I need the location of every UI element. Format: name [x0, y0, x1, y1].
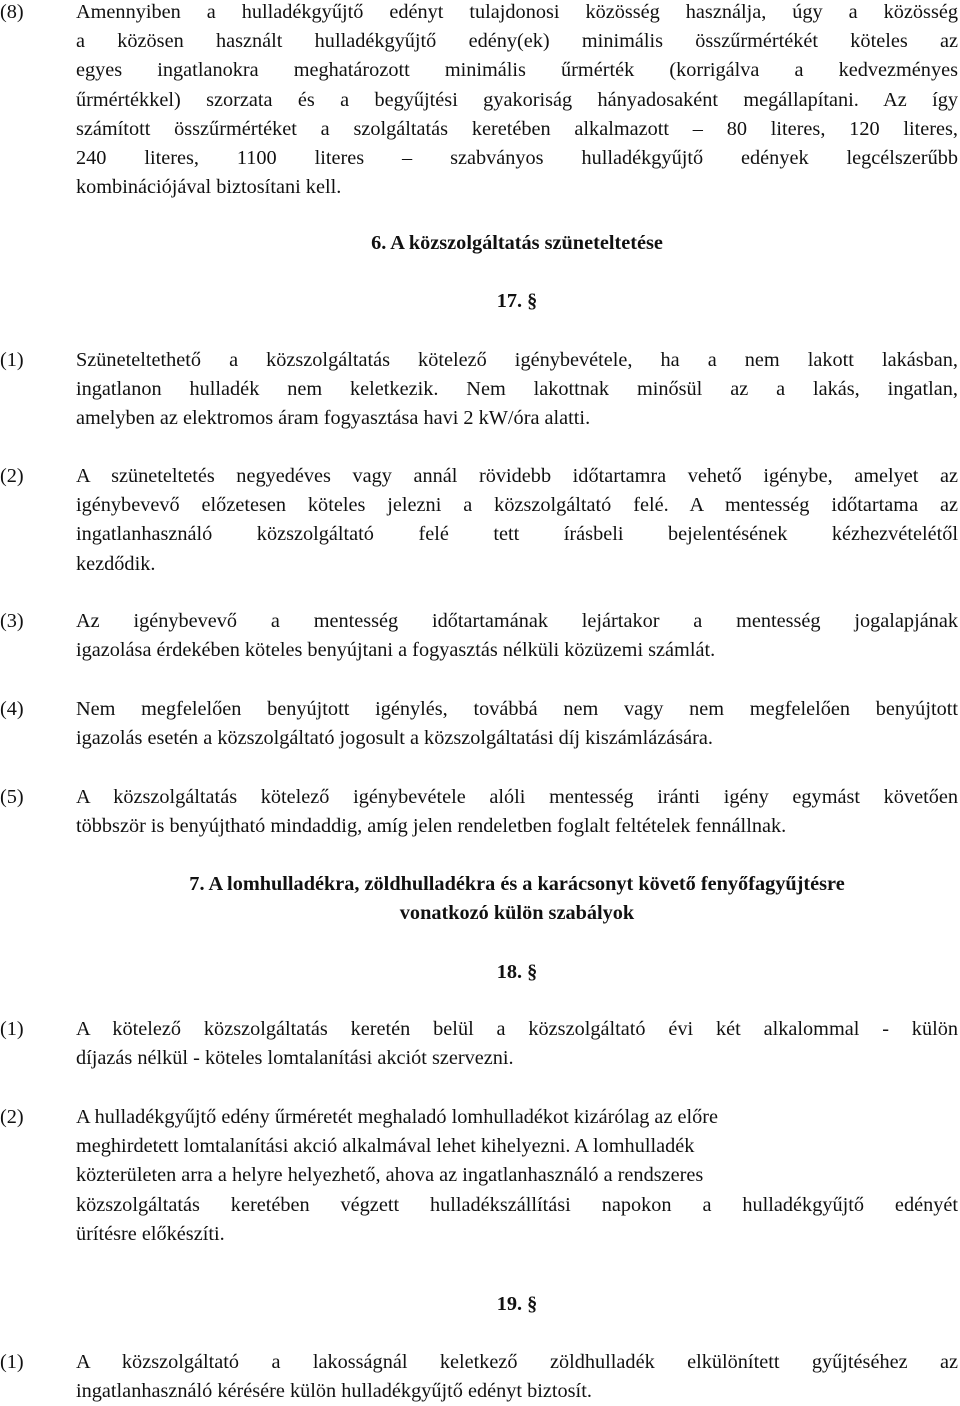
text-line: ürítésre előkészíti. [76, 1222, 225, 1245]
text-line: meghirdetett lomtalanítási akció alkalmával lehet kihelyezni. A lomhulladék [76, 1135, 695, 1158]
text-line: A hulladékgyűjtő edény űrméretét meghaladó lomhulladékot kizárólag az előre [76, 1106, 719, 1128]
section-number: 19. [496, 1293, 523, 1315]
text-line: egyes ingatlanokra meghatározott minimális űrmérték (korrigálva a kedvezményes [76, 59, 958, 82]
text-line: Nem megfelelően benyújtott igénylés, továbbá nem vagy nem megfelelően benyújtott [76, 698, 958, 720]
text-line: kezdődik. [76, 552, 156, 575]
paragraph-sign: § [527, 961, 538, 983]
heading-line: vonatkozó külön szabályok [399, 902, 635, 925]
text-line: kombinációjával biztosítani kell. [76, 176, 342, 199]
section-heading-7 [76, 870, 958, 928]
text-line: ingatlanhasználó kérésére külön hulladékgyűjtő edényt biztosít. [76, 1380, 592, 1403]
paragraph-number: (5) [0, 786, 24, 808]
text-line: ingatlanhasználó közszolgáltató felé tett írásbeli bejelentésének kézhezvételétől [76, 523, 958, 546]
paragraph-number: (2) [0, 465, 24, 487]
text-line: A kötelező közszolgáltatás keretén belül a közszolgáltató évi két alkalommal - külön [76, 1018, 958, 1040]
paragraph-text [76, 346, 958, 434]
paragraph-sign: § [527, 1293, 538, 1315]
paragraph-text [76, 1348, 958, 1406]
paragraph-sign: § [527, 290, 538, 312]
text-line: számított összűrmértéket a szolgáltatás keretében alkalmazott – 80 literes, 120 literes, [76, 117, 958, 140]
paragraph-17-4 [0, 695, 958, 753]
text-line: Szüneteltethető a közszolgáltatás kötelező igénybevétele, ha a nem lakott lakásban, [76, 349, 958, 371]
section-number-17 [76, 287, 958, 316]
paragraph-number: (2) [0, 1106, 24, 1128]
paragraph-17-5 [0, 783, 958, 841]
paragraph-8 [0, 0, 958, 202]
section-number: 18. [496, 961, 523, 983]
text-line: többször is benyújtható mindaddig, amíg jelen rendeletben foglalt feltételek fennállnak. [76, 815, 787, 838]
paragraph-number: (8) [0, 1, 24, 23]
paragraph-text [76, 783, 958, 841]
section-heading-6: 6. A közszolgáltatás szüneteltetése [371, 232, 663, 254]
paragraph-text [76, 695, 958, 753]
text-line: Amennyiben a hulladékgyűjtő edényt tulajdonosi közösség használja, úgy a közösség [76, 1, 958, 23]
text-line: amelyben az elektromos áram fogyasztása havi 2 kW/óra alatti. [76, 407, 591, 430]
text-line: közszolgáltatás keretében végzett hulladékszállítási napokon a hulladékgyűjtő edényét [76, 1193, 958, 1216]
paragraph-17-1 [0, 346, 958, 434]
section-number-19 [76, 1290, 958, 1319]
paragraph-number: (3) [0, 610, 24, 632]
text-line: igazolása érdekében köteles benyújtani a fogyasztás nélküli közüzemi számlát. [76, 639, 716, 662]
paragraph-18-2 [0, 1103, 958, 1249]
paragraph-text [76, 1015, 958, 1073]
paragraph-text [76, 462, 958, 579]
paragraph-text [76, 607, 958, 665]
text-line: ingatlanon hulladék nem keletkezik. Nem lakottnak minősül az a lakás, ingatlan, [76, 378, 958, 401]
paragraph-number: (1) [0, 349, 24, 371]
text-line: igazolás esetén a közszolgáltató jogosult a közszolgáltatási díj kiszámlázására. [76, 727, 713, 750]
paragraph-17-2 [0, 462, 958, 579]
text-line: a közösen használt hulladékgyűjtő edény(ek) minimális összűrmértékét köteles az [76, 30, 958, 53]
heading-line: 7. A lomhulladékra, zöldhulladékra és a karácsonyt követő fenyőfagyűjtésre [189, 873, 845, 895]
text-line: díjazás nélkül - köteles lomtalanítási akciót szervezni. [76, 1047, 514, 1070]
text-line: igénybevevő előzetesen köteles jelezni a közszolgáltató felé. A mentesség időtartama az [76, 494, 958, 517]
paragraph-18-1 [0, 1015, 958, 1073]
paragraph-text [76, 0, 958, 202]
text-line: A szüneteltetés negyedéves vagy annál rövidebb időtartamra vehető igénybe, amelyet az [76, 465, 958, 487]
text-line: A közszolgáltatás kötelező igénybevétele alóli mentesség iránti igény egymást követően [76, 786, 958, 808]
text-line: űrmértékkel) szorzata és a begyűjtési gyakoriság hányadosaként megállapítani. Az így [76, 88, 958, 111]
paragraph-number: (1) [0, 1018, 24, 1040]
text-line: közterületen arra a helyre helyezhető, ahova az ingatlanhasználó a rendszeres [76, 1164, 704, 1187]
text-line: A közszolgáltató a lakosságnál keletkező zöldhulladék elkülönített gyűjtéséhez az [76, 1351, 958, 1373]
paragraph-text [76, 1103, 958, 1249]
paragraph-number: (4) [0, 698, 24, 720]
paragraph-19-1 [0, 1348, 958, 1406]
paragraph-number: (1) [0, 1351, 24, 1373]
section-number-18 [76, 958, 958, 987]
paragraph-17-3 [0, 607, 958, 665]
text-line: 240 literes, 1100 literes – szabványos hulladékgyűjtő edények legcélszerűbb [76, 147, 958, 170]
section-number: 17. [496, 290, 523, 312]
text-line: Az igénybevevő a mentesség időtartamának lejártakor a mentesség jogalapjának [76, 610, 958, 632]
